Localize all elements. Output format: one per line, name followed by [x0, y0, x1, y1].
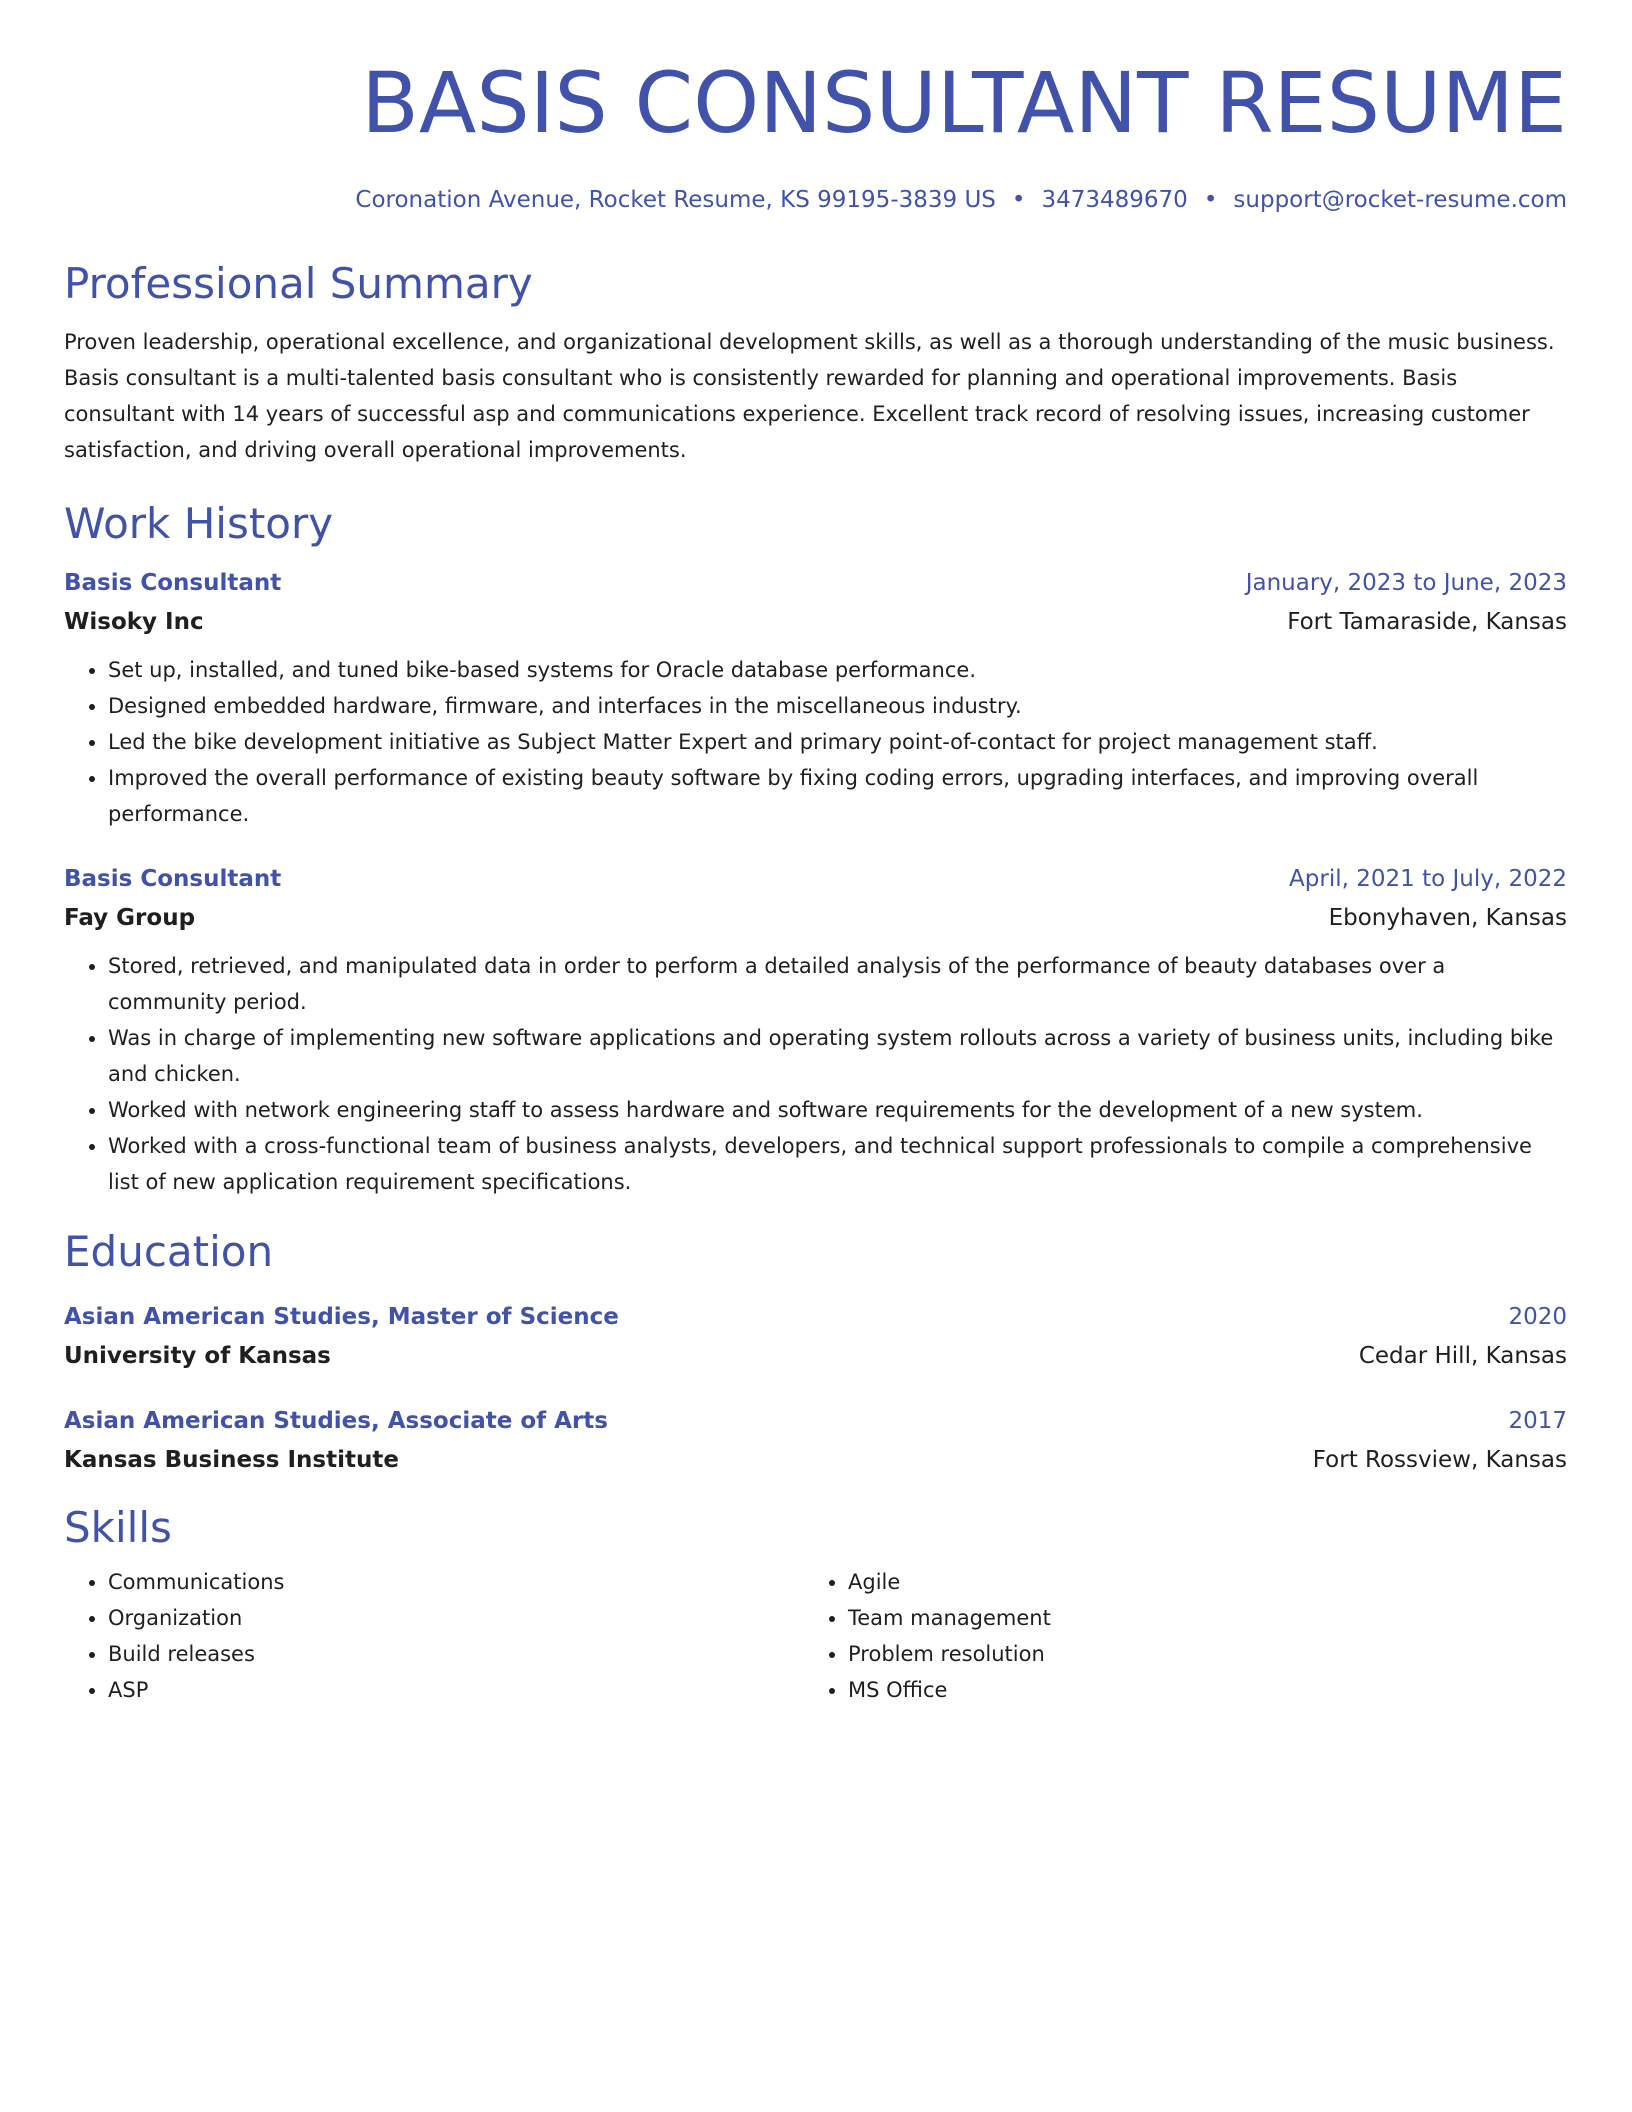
contact-phone: 3473489670 [1041, 187, 1188, 213]
work-history-heading: Work History [64, 499, 334, 548]
skill-item: • ASP [108, 1672, 804, 1708]
resume-page [64, 48, 1567, 1708]
contact-email: support@rocket-resume.com [1233, 187, 1567, 213]
contact-address: Coronation Avenue, Rocket Resume, KS 99195-3839 US [355, 187, 996, 213]
education-heading: Education [64, 1227, 274, 1276]
job-location: Ebonyhaven, Kansas [1328, 905, 1567, 931]
work-history-section [64, 498, 1567, 1200]
skill-item: • MS Office [848, 1672, 1544, 1708]
contact-separator: • [1011, 187, 1026, 213]
job-company-row [64, 602, 1567, 642]
job-title: Basis Consultant [64, 866, 282, 892]
skills-section [64, 1502, 1567, 1708]
education-year: 2020 [1508, 1304, 1567, 1330]
job-bullet: • Set up, installed, and tuned bike-based systems for Oracle database performance. [108, 652, 1567, 688]
job-location: Fort Tamaraside, Kansas [1287, 609, 1567, 635]
skills-grid [64, 1564, 1567, 1708]
summary-text: Proven leadership, operational excellence, and organizational development skills, as well as a thorough understanding of the music business. Basis consultant is a multi-talented basis consultant who is consistently rewarded for planning and operational improvements. Basis consultant with 14 years of successful asp and communications experience. Excellent track record of resolving issues, increasing customer satisfaction, and driving overall operational improvements. [64, 330, 1555, 462]
job-title-row [64, 860, 1567, 898]
job-bullet: • Stored, retrieved, and manipulated data in order to perform a detailed analysis of the performance of beauty databases over a community period. [108, 948, 1567, 1020]
education-degree-row [64, 1402, 1567, 1440]
job-bullets [64, 652, 1567, 832]
job-company: Wisoky Inc [64, 609, 204, 635]
education-school-row [64, 1440, 1567, 1480]
skills-list-left [64, 1564, 804, 1708]
job-bullets [64, 948, 1567, 1200]
education-location: Cedar Hill, Kansas [1358, 1343, 1567, 1369]
job-title: Basis Consultant [64, 570, 282, 596]
education-school: Kansas Business Institute [64, 1447, 399, 1473]
resume-name: BASIS CONSULTANT RESUME [361, 54, 1567, 152]
education-school: University of Kansas [64, 1343, 331, 1369]
job-entry [64, 860, 1567, 1200]
education-entry [64, 1298, 1567, 1376]
job-bullet: • Worked with network engineering staff to assess hardware and software requirements for the development of a new system. [108, 1092, 1567, 1128]
job-bullet: • Was in charge of implementing new software applications and operating system rollouts across a variety of business units, including bike and chicken. [108, 1020, 1567, 1092]
job-bullet: • Led the bike development initiative as Subject Matter Expert and primary point-of-contact for project management staff. [108, 724, 1567, 760]
education-entry [64, 1402, 1567, 1480]
education-degree-row [64, 1298, 1567, 1336]
job-dates: January, 2023 to June, 2023 [1245, 570, 1567, 596]
job-company: Fay Group [64, 905, 196, 931]
education-location: Fort Rossview, Kansas [1312, 1447, 1567, 1473]
summary-section [64, 258, 1567, 468]
skill-item: • Organization [108, 1600, 804, 1636]
job-dates: April, 2021 to July, 2022 [1289, 866, 1567, 892]
skills-list-right [804, 1564, 1544, 1708]
skill-item: • Team management [848, 1600, 1544, 1636]
summary-heading: Professional Summary [64, 259, 533, 308]
education-year: 2017 [1508, 1408, 1567, 1434]
job-bullet: • Improved the overall performance of existing beauty software by fixing coding errors, upgrading interfaces, and improving overall performance. [108, 760, 1567, 832]
education-section [64, 1226, 1567, 1480]
skill-item: • Communications [108, 1564, 804, 1600]
job-bullet: • Designed embedded hardware, firmware, and interfaces in the miscellaneous industry. [108, 688, 1567, 724]
contact-line [64, 184, 1567, 216]
education-degree: Asian American Studies, Master of Science [64, 1304, 619, 1330]
job-entry [64, 564, 1567, 832]
education-degree: Asian American Studies, Associate of Arts [64, 1408, 608, 1434]
contact-separator: • [1203, 187, 1218, 213]
job-title-row [64, 564, 1567, 602]
skill-item: • Agile [848, 1564, 1544, 1600]
skill-item: • Problem resolution [848, 1636, 1544, 1672]
skills-heading: Skills [64, 1503, 172, 1552]
skill-item: • Build releases [108, 1636, 804, 1672]
job-bullet: • Worked with a cross-functional team of business analysts, developers, and technical support professionals to compile a comprehensive list of new application requirement specifications. [108, 1128, 1567, 1200]
job-company-row [64, 898, 1567, 938]
education-school-row [64, 1336, 1567, 1376]
